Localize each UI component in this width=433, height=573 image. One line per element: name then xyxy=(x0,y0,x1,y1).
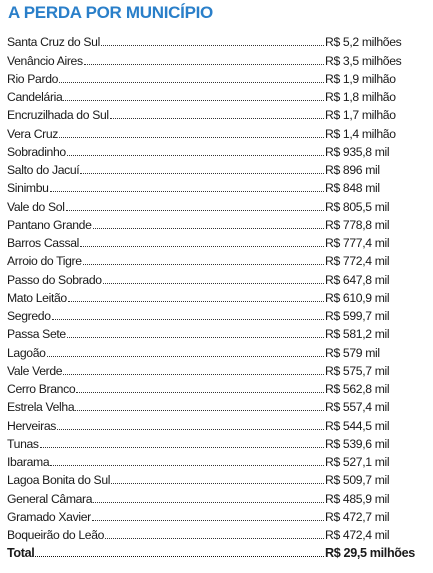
dot-leader xyxy=(40,447,324,448)
loss-value: R$ 557,4 mil xyxy=(325,400,390,415)
row-label-area xyxy=(7,327,325,341)
loss-value: R$ 778,8 mil xyxy=(325,217,390,232)
row-label-area xyxy=(7,528,325,542)
dot-leader xyxy=(35,556,324,557)
list-item xyxy=(7,323,427,341)
row-label-area xyxy=(7,200,325,214)
municipality-name: Lagoa Bonita do Sul xyxy=(7,473,111,488)
list-item xyxy=(7,487,427,505)
municipality-name: Candelária xyxy=(7,90,63,104)
loss-value: R$ 848 mil xyxy=(325,181,380,196)
row-label-area xyxy=(7,473,325,487)
municipality-name: Gramado Xavier xyxy=(7,509,91,524)
loss-value: R$ 1,4 milhão xyxy=(325,126,396,141)
row-label-area xyxy=(7,291,325,305)
municipality-name: Tunas xyxy=(7,436,39,451)
list-item xyxy=(7,341,427,359)
loss-value: R$ 485,9 mil xyxy=(325,491,390,506)
loss-value: R$ 5,2 milhões xyxy=(325,35,402,50)
loss-value: R$ 575,7 mil xyxy=(325,363,390,378)
list-item xyxy=(7,68,427,86)
loss-value: R$ 599,7 mil xyxy=(325,309,390,323)
municipality-list xyxy=(7,31,427,560)
loss-value: R$ 896 mil xyxy=(325,163,380,177)
loss-value: R$ 647,8 mil xyxy=(325,272,390,287)
row-label-area xyxy=(7,400,325,414)
municipality-name: Sinimbu xyxy=(7,181,49,196)
dot-leader xyxy=(110,118,324,119)
list-item xyxy=(7,396,427,414)
loss-value: R$ 1,8 milhão xyxy=(325,90,396,104)
municipality-name: Arroio do Tigre xyxy=(7,254,82,269)
municipality-name: Cerro Branco xyxy=(7,382,76,396)
municipality-name: Pantano Grande xyxy=(7,217,92,232)
list-item xyxy=(7,451,427,469)
list-item xyxy=(7,268,427,286)
dot-leader xyxy=(59,82,324,83)
list-item xyxy=(7,49,427,67)
list-item xyxy=(7,506,427,524)
row-label-area xyxy=(7,108,325,122)
list-item xyxy=(7,104,427,122)
row-label-area xyxy=(7,145,325,159)
list-item xyxy=(7,360,427,378)
list-item xyxy=(7,141,427,159)
list-item xyxy=(7,378,427,396)
dot-leader xyxy=(57,429,324,430)
row-label-area xyxy=(7,35,325,49)
row-label-area xyxy=(7,364,325,378)
dot-leader xyxy=(52,319,324,320)
loss-value: R$ 581,2 mil xyxy=(325,327,390,342)
dot-leader xyxy=(75,410,324,411)
total-label: Total xyxy=(7,546,35,561)
dot-leader xyxy=(111,483,324,484)
municipality-name: Venâncio Aires xyxy=(7,53,83,68)
dot-leader xyxy=(76,392,324,393)
row-label-area xyxy=(7,72,325,86)
loss-value: R$ 772,4 mil xyxy=(325,254,390,269)
municipality-name: Vale Verde xyxy=(7,363,63,378)
loss-value: R$ 579 mil xyxy=(325,345,380,360)
municipality-name: Herveiras xyxy=(7,418,56,433)
list-item xyxy=(7,86,427,104)
municipality-name: Encruzilhada do Sul xyxy=(7,108,109,123)
dot-leader xyxy=(50,465,324,466)
row-label-area xyxy=(7,181,325,195)
row-label-area xyxy=(7,510,325,524)
loss-value: R$ 610,9 mil xyxy=(325,290,390,305)
municipality-name: Barros Cassal xyxy=(7,236,79,250)
municipality-name: Sobradinho xyxy=(7,144,66,159)
dot-leader xyxy=(59,137,324,138)
dot-leader xyxy=(93,228,324,229)
loss-value: R$ 3,5 milhões xyxy=(325,53,402,68)
list-item xyxy=(7,287,427,305)
dot-leader xyxy=(92,520,324,521)
municipality-name: Santa Cruz do Sul xyxy=(7,35,100,50)
dot-leader xyxy=(101,45,324,46)
loss-value: R$ 509,7 mil xyxy=(325,473,390,488)
loss-value: R$ 472,7 mil xyxy=(325,509,390,524)
loss-value: R$ 539,6 mil xyxy=(325,436,390,451)
dot-leader xyxy=(80,173,324,174)
dot-leader xyxy=(63,100,324,101)
dot-leader xyxy=(84,64,324,65)
dot-leader xyxy=(93,502,324,503)
list-item xyxy=(7,31,427,49)
loss-value: R$ 1,9 milhão xyxy=(325,71,396,86)
dot-leader xyxy=(105,538,324,539)
list-item xyxy=(7,232,427,250)
row-label-area xyxy=(7,163,325,177)
list-item xyxy=(7,469,427,487)
dot-leader xyxy=(103,283,324,284)
municipality-name: Lagoão xyxy=(7,345,46,360)
dot-leader xyxy=(63,374,324,375)
loss-value: R$ 805,5 mil xyxy=(325,199,390,214)
municipality-name: General Câmara xyxy=(7,491,93,506)
row-label-area xyxy=(7,254,325,268)
row-label-area xyxy=(7,437,325,451)
list-item xyxy=(7,159,427,177)
municipality-name: Estrela Velha xyxy=(7,400,75,415)
dot-leader xyxy=(50,191,324,192)
row-label-area xyxy=(7,382,325,396)
row-label-area xyxy=(7,236,325,250)
municipality-name: Boqueirão do Leão xyxy=(7,528,105,542)
loss-value: R$ 472,4 mil xyxy=(325,528,390,542)
dot-leader xyxy=(67,337,324,338)
municipality-name: Rio Pardo xyxy=(7,71,59,86)
municipality-name: Segredo xyxy=(7,309,51,323)
list-item xyxy=(7,195,427,213)
row-label-area xyxy=(7,90,325,104)
list-item xyxy=(7,305,427,323)
municipality-name: Salto do Jacuí xyxy=(7,163,80,177)
list-item xyxy=(7,433,427,451)
total-row xyxy=(7,542,427,560)
loss-value: R$ 527,1 mil xyxy=(325,455,390,469)
row-label-area xyxy=(7,54,325,68)
row-label-area xyxy=(7,492,325,506)
list-item xyxy=(7,122,427,140)
list-item xyxy=(7,214,427,232)
municipality-name: Passo do Sobrado xyxy=(7,272,102,287)
municipality-name: Passa Sete xyxy=(7,327,66,342)
dot-leader xyxy=(47,356,324,357)
list-item xyxy=(7,250,427,268)
row-label-area xyxy=(7,218,325,232)
municipality-name: Vale do Sol xyxy=(7,199,65,214)
municipality-name: Ibarama xyxy=(7,455,50,469)
loss-value: R$ 935,8 mil xyxy=(325,144,390,159)
total-value: R$ 29,5 milhões xyxy=(325,546,415,561)
row-label-area xyxy=(7,346,325,360)
list-item xyxy=(7,414,427,432)
dot-leader xyxy=(68,301,324,302)
row-label-area xyxy=(7,546,325,560)
row-label-area xyxy=(7,455,325,469)
row-label-area xyxy=(7,127,325,141)
row-label-area xyxy=(7,419,325,433)
loss-value: R$ 1,7 milhão xyxy=(325,108,396,123)
dot-leader xyxy=(80,246,324,247)
dot-leader xyxy=(66,210,324,211)
dot-leader xyxy=(67,155,324,156)
loss-value: R$ 777,4 mil xyxy=(325,236,390,250)
loss-value: R$ 562,8 mil xyxy=(325,382,390,396)
loss-value: R$ 544,5 mil xyxy=(325,418,390,433)
dot-leader xyxy=(83,264,324,265)
list-item xyxy=(7,177,427,195)
list-item xyxy=(7,524,427,542)
page-title: A PERDA POR MUNICÍPIO xyxy=(8,3,213,22)
header xyxy=(0,0,433,28)
municipality-name: Vera Cruz xyxy=(7,126,59,141)
row-label-area xyxy=(7,273,325,287)
row-label-area xyxy=(7,309,325,323)
municipality-name: Mato Leitão xyxy=(7,290,67,305)
